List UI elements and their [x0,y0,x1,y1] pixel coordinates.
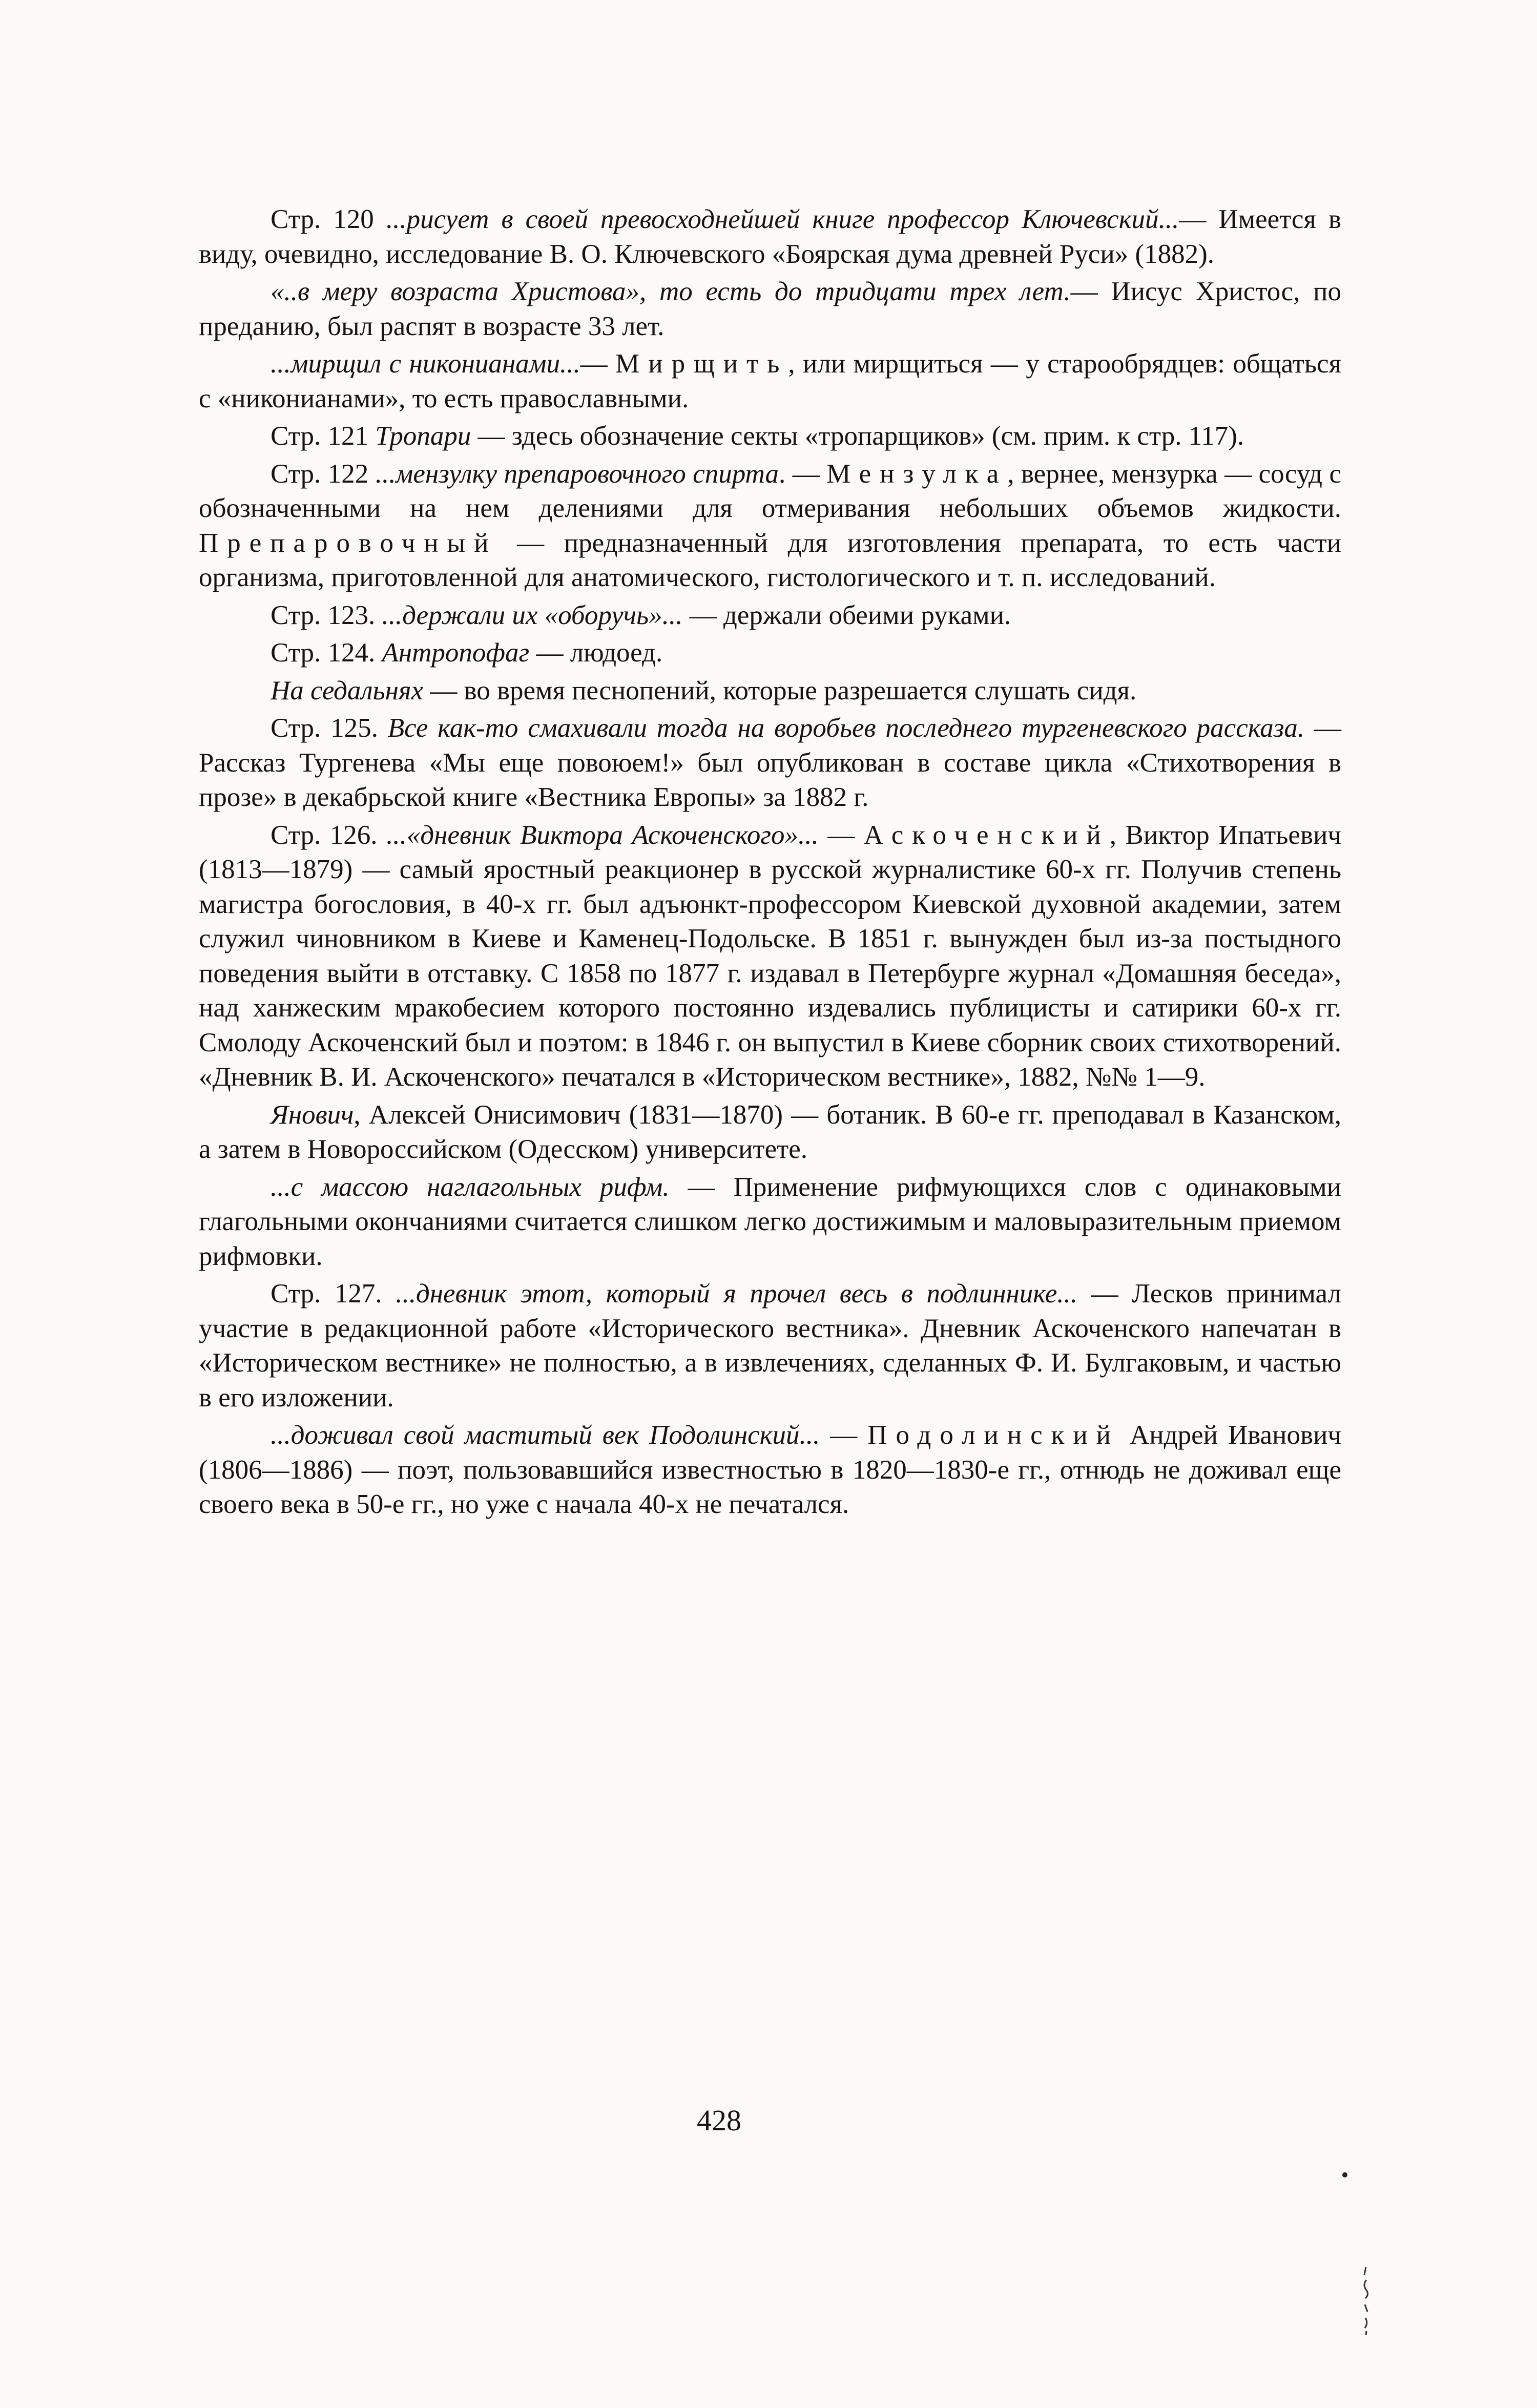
note-italic-phrase: Янович [271,1099,354,1130]
note-text: Стр. 125. [271,713,388,743]
note-text: , Алексей Онисимович (1831—1870) — ботаник. В 60-е гг. преподавал в Казанском, а затем в Новороссийском (Одесском) университете. [199,1099,1341,1164]
note-text: — держали обеими руками. [682,600,1011,630]
note-italic-phrase: Антропофаг [382,638,530,668]
note-text: — во время песнопений, которые разрешается слушать сидя. [423,675,1137,705]
note-text: Стр. 127. [271,1279,396,1309]
note-text: — [820,1420,868,1450]
note-italic-phrase: ...«дневник Виктора Аскоченского»... [386,820,819,850]
note-paragraph [199,457,1341,595]
note-italic-phrase: ...с массою наглагольных рифм. [271,1172,670,1202]
note-paragraph [199,818,1341,1095]
note-italic-phrase: Все как-то смахивали тогда на воробьев последнего тургеневского рассказа. [387,713,1305,743]
note-italic-phrase: Тропари [375,421,471,451]
note-paragraph [199,347,1341,416]
note-text: Стр. 124. [271,638,382,668]
margin-scribble-mark [1360,2265,1372,2336]
note-text: — Имеется в виду, очевидно, исследование В. О. Ключевского «Боярская дума древней Руси» (1882). [199,204,1341,269]
note-text: — [818,820,864,850]
note-spaced-term: Мирщить [615,349,788,379]
note-italic-phrase: ...мензулку препаровочного спирта [375,459,779,489]
note-paragraph [199,598,1341,633]
note-italic-phrase: ...рисует в своей превосходнейшей книге профессор Ключевский... [386,204,1179,234]
note-paragraph [199,275,1341,344]
note-italic-phrase: ...мирщил с никонианами... [271,349,580,379]
note-text: , Виктор Ипатьевич (1813—1879) — самый яростный реакционер в русской журналистике 60-х гг. Получив степень магистра богословия, в 40-х гг. был адъюнкт-профессором Киевской духовной академии, затем служил чиновником в Киеве и Каменец-Подольске. В 1851 г. вынужден был из-за постыдного поведения выйти в отставку. С 1858 по 1877 г. издавал в Петербурге журнал «Домашняя беседа», над ханжеским мракобесием которого постоянно издевались публицисты и сатирики 60-х гг. Смолоду Аскоченский был и поэтом: в 1846 г. он выпустил в Киеве сборник своих стихотворений. «Дневник В. И. Аскоченского» печатался в «Историческом вестнике», 1882, №№ 1—9. [199,820,1341,1092]
note-paragraph [199,1098,1341,1167]
note-text: — здесь обозначение секты «тропарщиков» (см. прим. к стр. 117). [471,421,1244,451]
margin-dot-mark [1342,2172,1347,2177]
note-italic-phrase: «..в меру возраста Христова», то есть до тридцати трех лет. [271,277,1071,306]
note-text: Стр. 123. [271,600,382,630]
note-text: Стр. 121 [271,421,376,451]
note-text: — [580,349,616,379]
note-text: — Рассказ Тургенева «Мы еще повоюем!» был опубликован в составе цикла «Стихотворения в прозе» в декабрьской книге «Вестника Европы» за 1882 г. [199,713,1342,812]
note-text: . — [778,459,827,489]
note-text: — предназначенный для изготовления препарата, то есть части организма, приготовленной для анатомического, гистологического и т. п. исследований. [199,528,1341,592]
note-text: — Иисус Христос, по преданию, был распят в возрасте 33 лет. [199,277,1341,341]
note-italic-phrase: ...доживал свой маститый век Подолинский... [271,1420,820,1450]
note-italic-phrase: ...держали их «оборучь»... [382,600,683,630]
note-spaced-term: Мензулка [826,459,1008,489]
page-number: 428 [697,2104,741,2137]
note-paragraph [199,1418,1341,1522]
note-text: Стр. 122 [271,459,376,489]
note-text: Стр. 126. [271,820,387,850]
note-paragraph [199,1170,1341,1274]
notes-text-block [199,202,1341,1525]
note-spaced-term: Подолинский [867,1420,1119,1450]
note-paragraph [199,674,1341,709]
note-italic-phrase: На седальнях [271,675,424,705]
note-spaced-term: Препаровочный [199,528,497,558]
note-text: , вернее, мензурка — сосуд с обозначенными на нем делениями для отмеривания небольших объемов жидкости. [199,459,1341,523]
note-text: Андрей Иванович (1806—1886) — поэт, пользовавшийся известностью в 1820—1830-е гг., отнюдь не доживал еще своего века в 50-е гг., но уже с начала 40-х не печатался. [199,1420,1341,1519]
note-italic-phrase: ...дневник этот, который я прочел весь в подлиннике... [396,1279,1078,1309]
note-text: — Применение рифмующихся слов с одинаковыми глагольными окончаниями считается слишком легко достижимым и маловыразительным приемом рифмовки. [199,1172,1341,1271]
note-text: Стр. 120 [271,204,386,234]
note-paragraph [199,202,1341,272]
note-paragraph [199,1277,1341,1415]
note-spaced-term: Аскоченский [863,820,1110,850]
note-paragraph [199,711,1341,815]
note-text: — людоед. [529,638,663,668]
note-paragraph [199,419,1341,454]
note-text: , или мирщиться — у старообрядцев: общаться с «никонианами», то есть православными. [199,349,1341,413]
note-text: — Лесков принимал участие в редакционной работе «Исторического вестника». Дневник Аскоченского напечатан в «Историческом вестнике» не полностью, а в извлечениях, сделанных Ф. И. Булгаковым, и частью в его изложении. [199,1279,1341,1413]
note-paragraph [199,636,1341,671]
